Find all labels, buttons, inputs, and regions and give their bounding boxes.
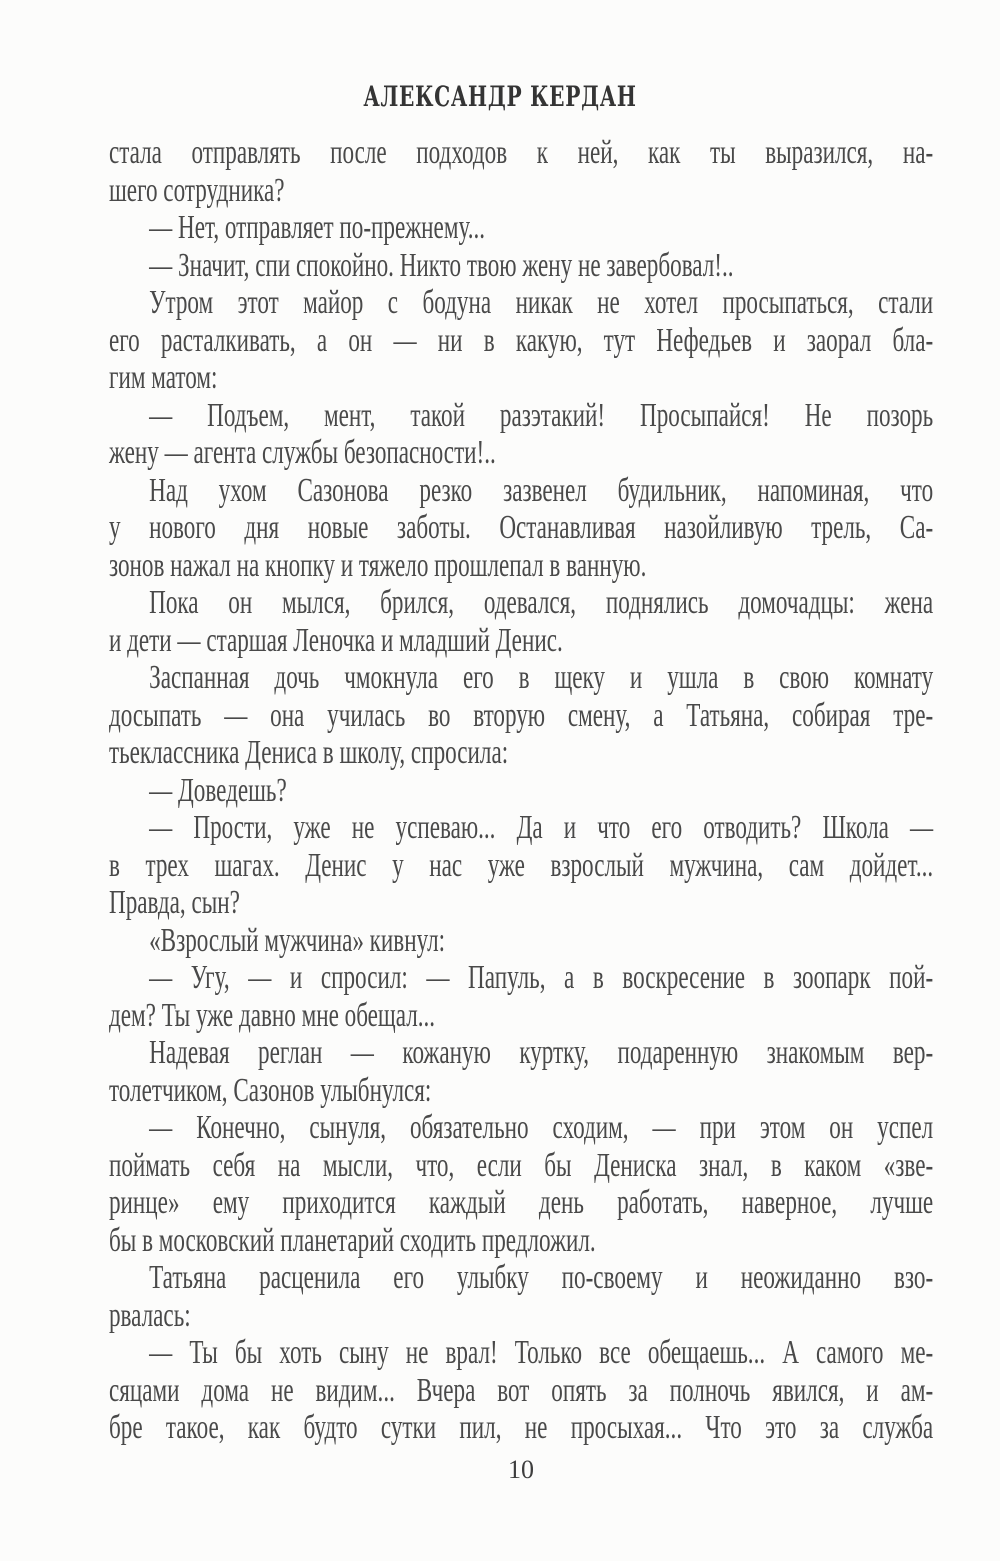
text-line: шего сотрудника? [109, 171, 285, 209]
text-line: Татьяна расценила его улыбку по-своему и неожиданно взо- [149, 1259, 934, 1296]
text-line: Пока он мылся, брился, одевался, поднялись домочадцы: жена [149, 584, 934, 621]
text-line: Надевая реглан — кожаную куртку, подаренную знакомым вер- [149, 1034, 934, 1071]
text-line: жену — агента службы безопасности!.. [109, 434, 496, 471]
paragraph [109, 134, 933, 209]
text-line: — Значит, спи спокойно. Никто твою жену не завербовал!.. [149, 246, 734, 284]
text-line: Правда, сын? [109, 884, 240, 921]
paragraph [109, 809, 933, 922]
text-line: поймать себя на мысли, что, если бы Дениска знал, в каком «зве- [109, 1146, 934, 1184]
text-line: у нового дня новые заботы. Останавливая назойливую трель, Са- [109, 509, 934, 546]
text-line: — Прости, уже не успеваю... Да и что его отводить? Школа — [149, 809, 934, 846]
paragraph [109, 772, 933, 810]
text-line: Заспанная дочь чмокнула его в щеку и ушла в свою комнату [149, 659, 934, 696]
paragraph [109, 1259, 933, 1334]
body-text [109, 134, 933, 1447]
text-line: гим матом: [109, 359, 218, 396]
paragraph [109, 397, 933, 472]
paragraph [109, 209, 933, 247]
running-head-author: АЛЕКСАНДР КЕРДАН [363, 80, 637, 113]
text-line: Над ухом Сазонова резко зазвенел будильник, напоминая, что [149, 471, 934, 509]
paragraph [109, 472, 933, 585]
text-line: сяцами дома не видим... Вчера вот опять за полночь явился, и ам- [109, 1371, 934, 1409]
text-line: тьеклассника Дениса в школу, спросила: [109, 734, 509, 771]
paragraph [109, 584, 933, 659]
paragraph [109, 1034, 933, 1109]
text-line: рвалась: [109, 1296, 191, 1334]
text-line: зонов нажал на кнопку и тяжело прошлепал в ванную. [109, 546, 647, 584]
text-line: досыпать — она училась во вторую смену, а Татьяна, собирая тре- [109, 696, 934, 734]
text-line: — Доведешь? [149, 771, 287, 809]
paragraph [109, 247, 933, 285]
paragraph [109, 922, 933, 960]
text-line: стала отправлять после подходов к ней, как ты выразился, на- [109, 134, 934, 171]
text-line: — Подъем, мент, такой разэтакий! Просыпайся! Не позорь [149, 396, 934, 434]
text-line: и дети — старшая Леночка и младший Денис. [109, 621, 563, 659]
text-line: — Конечно, сынуля, обязательно сходим, — при этом он успел [149, 1109, 934, 1146]
text-line: бре такое, как будто сутки пил, не просыхая... Что это за служба [109, 1409, 934, 1446]
text-line: — Угу, — и спросил: — Папуль, а в воскресение в зоопарк пой- [149, 959, 934, 996]
paragraph [109, 1109, 933, 1259]
text-line: его расталкивать, а он — ни в какую, тут Нефедьев и заорал бла- [109, 321, 934, 359]
text-line: в трех шагах. Денис у нас уже взрослый мужчина, сам дойдет... [109, 846, 934, 884]
text-line: толетчиком, Сазонов улыбнулся: [109, 1071, 432, 1109]
page-number: 10 [508, 1455, 534, 1484]
text-line: ринце» ему приходится каждый день работать, наверное, лучше [109, 1184, 934, 1221]
text-line: — Ты бы хоть сыну не врал! Только все обещаешь... А самого ме- [149, 1334, 934, 1371]
text-line: Утром этот майор с бодуна никак не хотел просыпаться, стали [149, 284, 934, 321]
text-line: дем? Ты уже давно мне обещал... [109, 996, 436, 1034]
paragraph [109, 659, 933, 772]
paragraph [109, 959, 933, 1034]
paragraph [109, 1334, 933, 1447]
text-line: — Нет, отправляет по-прежнему... [149, 209, 486, 246]
text-line: «Взрослый мужчина» кивнул: [149, 921, 446, 959]
paragraph [109, 284, 933, 397]
text-line: бы в московский планетарий сходить предложил. [109, 1221, 596, 1259]
